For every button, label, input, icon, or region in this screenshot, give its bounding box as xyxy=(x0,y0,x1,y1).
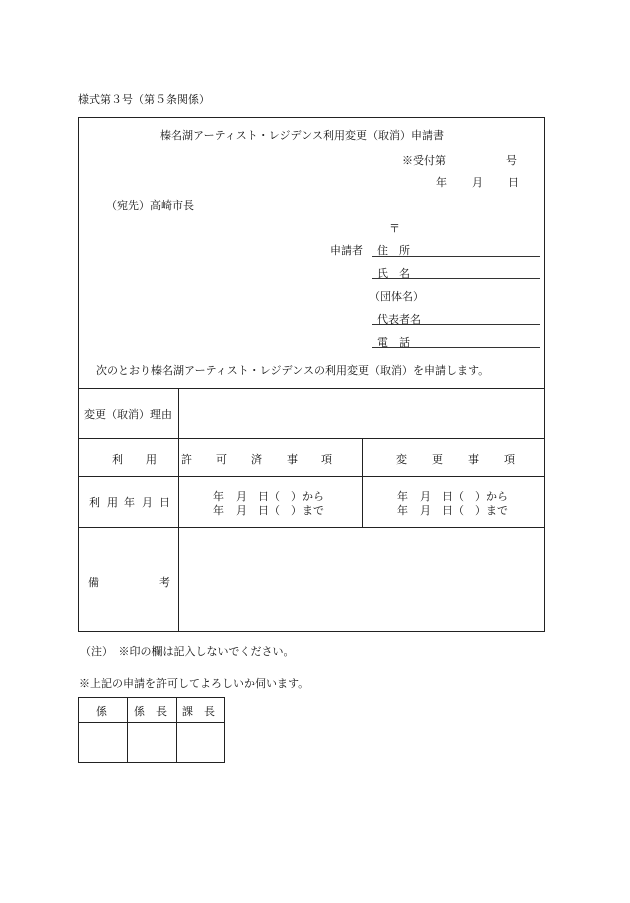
applicant-address-label: 住 所 xyxy=(377,244,410,257)
stamp-header-staff: 係 xyxy=(96,705,107,718)
date-year: 年 xyxy=(436,176,447,189)
stamp-header-chief: 係 長 xyxy=(134,705,167,718)
date-day: 日 xyxy=(508,176,519,189)
address-field[interactable] xyxy=(372,256,540,257)
stamp-cell-manager[interactable] xyxy=(177,723,224,762)
stamp-cell-staff[interactable] xyxy=(79,723,126,762)
receipt-label: ※受付第 xyxy=(402,154,446,167)
applicant-representative-label: 代表者名 xyxy=(377,313,421,326)
form-number: 様式第３号（第５条関係） xyxy=(78,93,210,106)
change-reason-field[interactable] xyxy=(180,390,543,436)
addressee: （宛先）高崎市長 xyxy=(106,199,194,212)
name-field[interactable] xyxy=(372,278,540,279)
approval-text: ※上記の申請を許可してよろしいか伺います。 xyxy=(79,677,310,690)
applicant-name-label: 氏 名 xyxy=(377,267,410,280)
statement: 次のとおり榛名湖アーティスト・レジデンスの利用変更（取消）を申請します。 xyxy=(96,364,490,377)
applicant-group-label: （団体名） xyxy=(369,290,424,303)
stamp-header-manager: 課 長 xyxy=(182,705,215,718)
applicant-label: 申請者 xyxy=(330,244,363,257)
representative-field[interactable] xyxy=(372,324,540,325)
change-reason-label: 変更（取消）理由 xyxy=(84,408,172,421)
note: （注） ※印の欄は記入しないでください。 xyxy=(80,645,295,658)
date-month: 月 xyxy=(472,176,483,189)
applicant-phone-label: 電 話 xyxy=(377,336,410,349)
receipt-suffix: 号 xyxy=(506,154,517,167)
remarks-field[interactable] xyxy=(180,529,543,629)
postal-mark: 〒 xyxy=(389,222,400,235)
phone-field[interactable] xyxy=(372,347,540,348)
form-title: 榛名湖アーティスト・レジデンス利用変更（取消）申請書 xyxy=(160,129,444,142)
stamp-cell-chief[interactable] xyxy=(128,723,175,762)
